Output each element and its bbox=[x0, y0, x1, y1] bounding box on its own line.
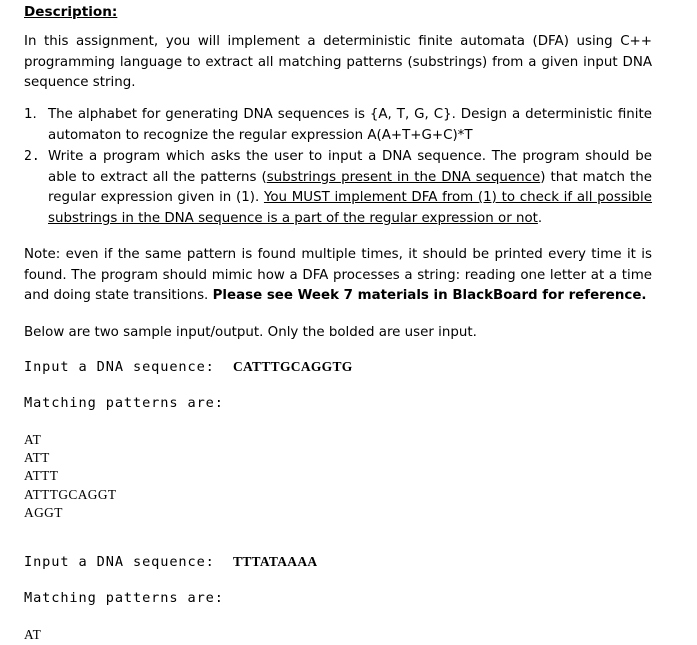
item-number: 1. bbox=[24, 107, 37, 122]
sample-1-output-item: ATTT bbox=[24, 468, 59, 484]
requirement-item-2 bbox=[24, 147, 652, 229]
item-text-underlined-must: You MUST implement DFA from (1) to check if all possible substrings in the DNA sequence is a part of the regular expression or not bbox=[48, 190, 652, 226]
item-text: The alphabet for generating DNA sequences is {A, T, G, C}. Design a deterministic finite automaton to recognize the regular expression A(A+T+G+C)*T bbox=[48, 107, 652, 143]
sample-1-output-item: AT bbox=[24, 432, 42, 447]
requirement-item-1 bbox=[24, 105, 652, 146]
sample-2-result-label: Matching patterns are: bbox=[24, 590, 224, 606]
note-bold: Please see Week 7 materials in BlackBoard for reference. bbox=[212, 288, 647, 303]
item-number: 2. bbox=[24, 149, 40, 164]
sample-2-output-list bbox=[24, 626, 41, 644]
sample-2-input: TTTATAAAA bbox=[232, 554, 318, 569]
sample-1-result-label: Matching patterns are: bbox=[24, 395, 224, 411]
sample-1-output-list bbox=[24, 431, 117, 522]
sample-2-prompt: Input a DNA sequence: bbox=[24, 554, 215, 570]
sample-1-output-item: ATTTGCAGGT bbox=[24, 486, 117, 502]
item-text-e: . bbox=[537, 210, 543, 226]
note-paragraph bbox=[24, 245, 652, 307]
item-text-c: ) that match the regular expression given in (1). bbox=[48, 169, 653, 205]
item-text-underlined-substrings: substrings present in the DNA sequence bbox=[266, 169, 541, 185]
sample-1-output-item: ATT bbox=[24, 450, 50, 466]
requirements-list bbox=[24, 105, 652, 230]
note-text: Note: even if the same pattern is found multiple times, it should be printed every time it is found. The program should mimic how a DFA processes a string: reading one letter at a time and doing state transitions. bbox=[24, 247, 652, 303]
description-heading: Description: bbox=[24, 4, 118, 20]
sample-1-input: CATTTGCAGGTG bbox=[232, 359, 353, 374]
sample-1-prompt: Input a DNA sequence: bbox=[24, 359, 215, 375]
sample-2-prompt-line bbox=[24, 554, 317, 570]
sample-1-prompt-line bbox=[24, 359, 353, 375]
sample-2-output-item: AT bbox=[24, 627, 42, 642]
samples-intro: Below are two sample input/output. Only the bolded are user input. bbox=[24, 325, 477, 340]
intro-paragraph: In this assignment, you will implement a deterministic finite automata (DFA) using C++ programming language to extract all matching patterns (substrings) from a given input DNA sequence string. bbox=[24, 34, 652, 90]
sample-1-output-item: AGGT bbox=[24, 504, 63, 520]
item-text-a: Write a program which asks the user to input a DNA sequence. The program should be able to extract all the patterns ( bbox=[48, 149, 652, 185]
